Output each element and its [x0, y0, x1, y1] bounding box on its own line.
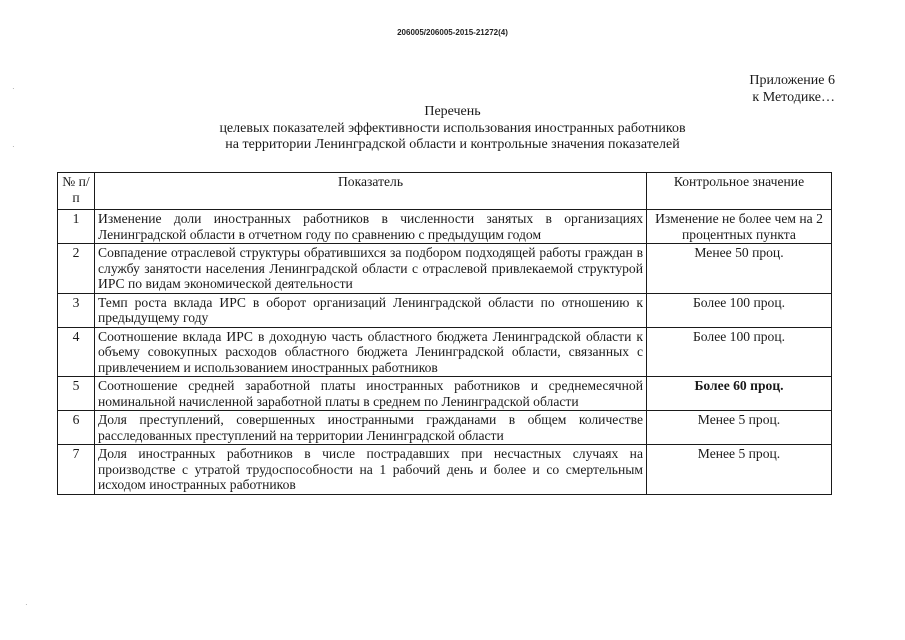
row-value: Более 100 проц.	[647, 293, 832, 327]
row-value: Изменение не более чем на 2 процентных пункта	[647, 210, 832, 244]
table-row	[58, 327, 832, 377]
row-num: 7	[58, 445, 95, 495]
scan-speck: ·	[25, 600, 28, 609]
header-indicator: Показатель	[95, 173, 647, 210]
row-value: Менее 5 проц.	[647, 411, 832, 445]
indicators-table	[57, 172, 832, 495]
row-indicator: Изменение доли иностранных работников в численности занятых в организациях Ленинградской области в отчетном году по сравнению с предыдущим годом	[95, 210, 647, 244]
scan-speck: ·	[12, 142, 15, 151]
row-num: 4	[58, 327, 95, 377]
row-indicator: Совпадение отраслевой структуры обратившихся за подбором подходящей работы граждан в службу занятости населения Ленинградской области с отраслевой привлекаемой структурой ИРС по видам экономической деятельности	[95, 244, 647, 294]
row-value: Менее 5 проц.	[647, 445, 832, 495]
table-header-row	[58, 173, 832, 210]
row-indicator: Доля иностранных работников в числе пострадавших при несчастных случаях на производстве с утратой трудоспособности на 1 рабочий день и более и со смертельным исходом иностранных работников	[95, 445, 647, 495]
header-num: № п/п	[58, 173, 95, 210]
row-indicator: Соотношение вклада ИРС в доходную часть областного бюджета Ленинградской области к объему совокупных расходов областного бюджета Ленинградской области, связанных с привлечением и использованием иностранных работников	[95, 327, 647, 377]
document-number: 206005/206005-2015-21272(4)	[397, 28, 508, 37]
row-num: 6	[58, 411, 95, 445]
appendix-line-1: Приложение 6	[749, 73, 835, 88]
title-line-1: Перечень	[424, 104, 481, 119]
page-title	[0, 104, 905, 154]
row-indicator: Доля преступлений, совершенных иностранными гражданами в общем количестве расследованных преступлений на территории Ленинградской области	[95, 411, 647, 445]
table-row	[58, 411, 832, 445]
title-line-2: целевых показателей эффективности использования иностранных работников	[219, 120, 686, 136]
title-line-3: на территории Ленинградской области и контрольные значения показателей	[225, 137, 680, 152]
row-num: 2	[58, 244, 95, 294]
row-indicator: Соотношение средней заработной платы иностранных работников и среднемесячной номинальной начисленной заработной платы в среднем по Ленинградской области	[95, 377, 647, 411]
appendix-line-2: к Методике…	[752, 90, 835, 105]
row-value: Менее 50 проц.	[647, 244, 832, 294]
row-num: 5	[58, 377, 95, 411]
table-row	[58, 293, 832, 327]
row-num: 3	[58, 293, 95, 327]
scan-speck: ·	[12, 84, 15, 93]
row-indicator: Темп роста вклада ИРС в оборот организаций Ленинградской области по отношению к предыдущему году	[95, 293, 647, 327]
table-row	[58, 445, 832, 495]
table-row	[58, 210, 832, 244]
appendix-label	[749, 72, 835, 106]
table-row	[58, 377, 832, 411]
table-row	[58, 244, 832, 294]
row-value: Более 60 проц.	[647, 377, 832, 411]
row-value: Более 100 проц.	[647, 327, 832, 377]
row-num: 1	[58, 210, 95, 244]
header-value: Контрольное значение	[647, 173, 832, 210]
